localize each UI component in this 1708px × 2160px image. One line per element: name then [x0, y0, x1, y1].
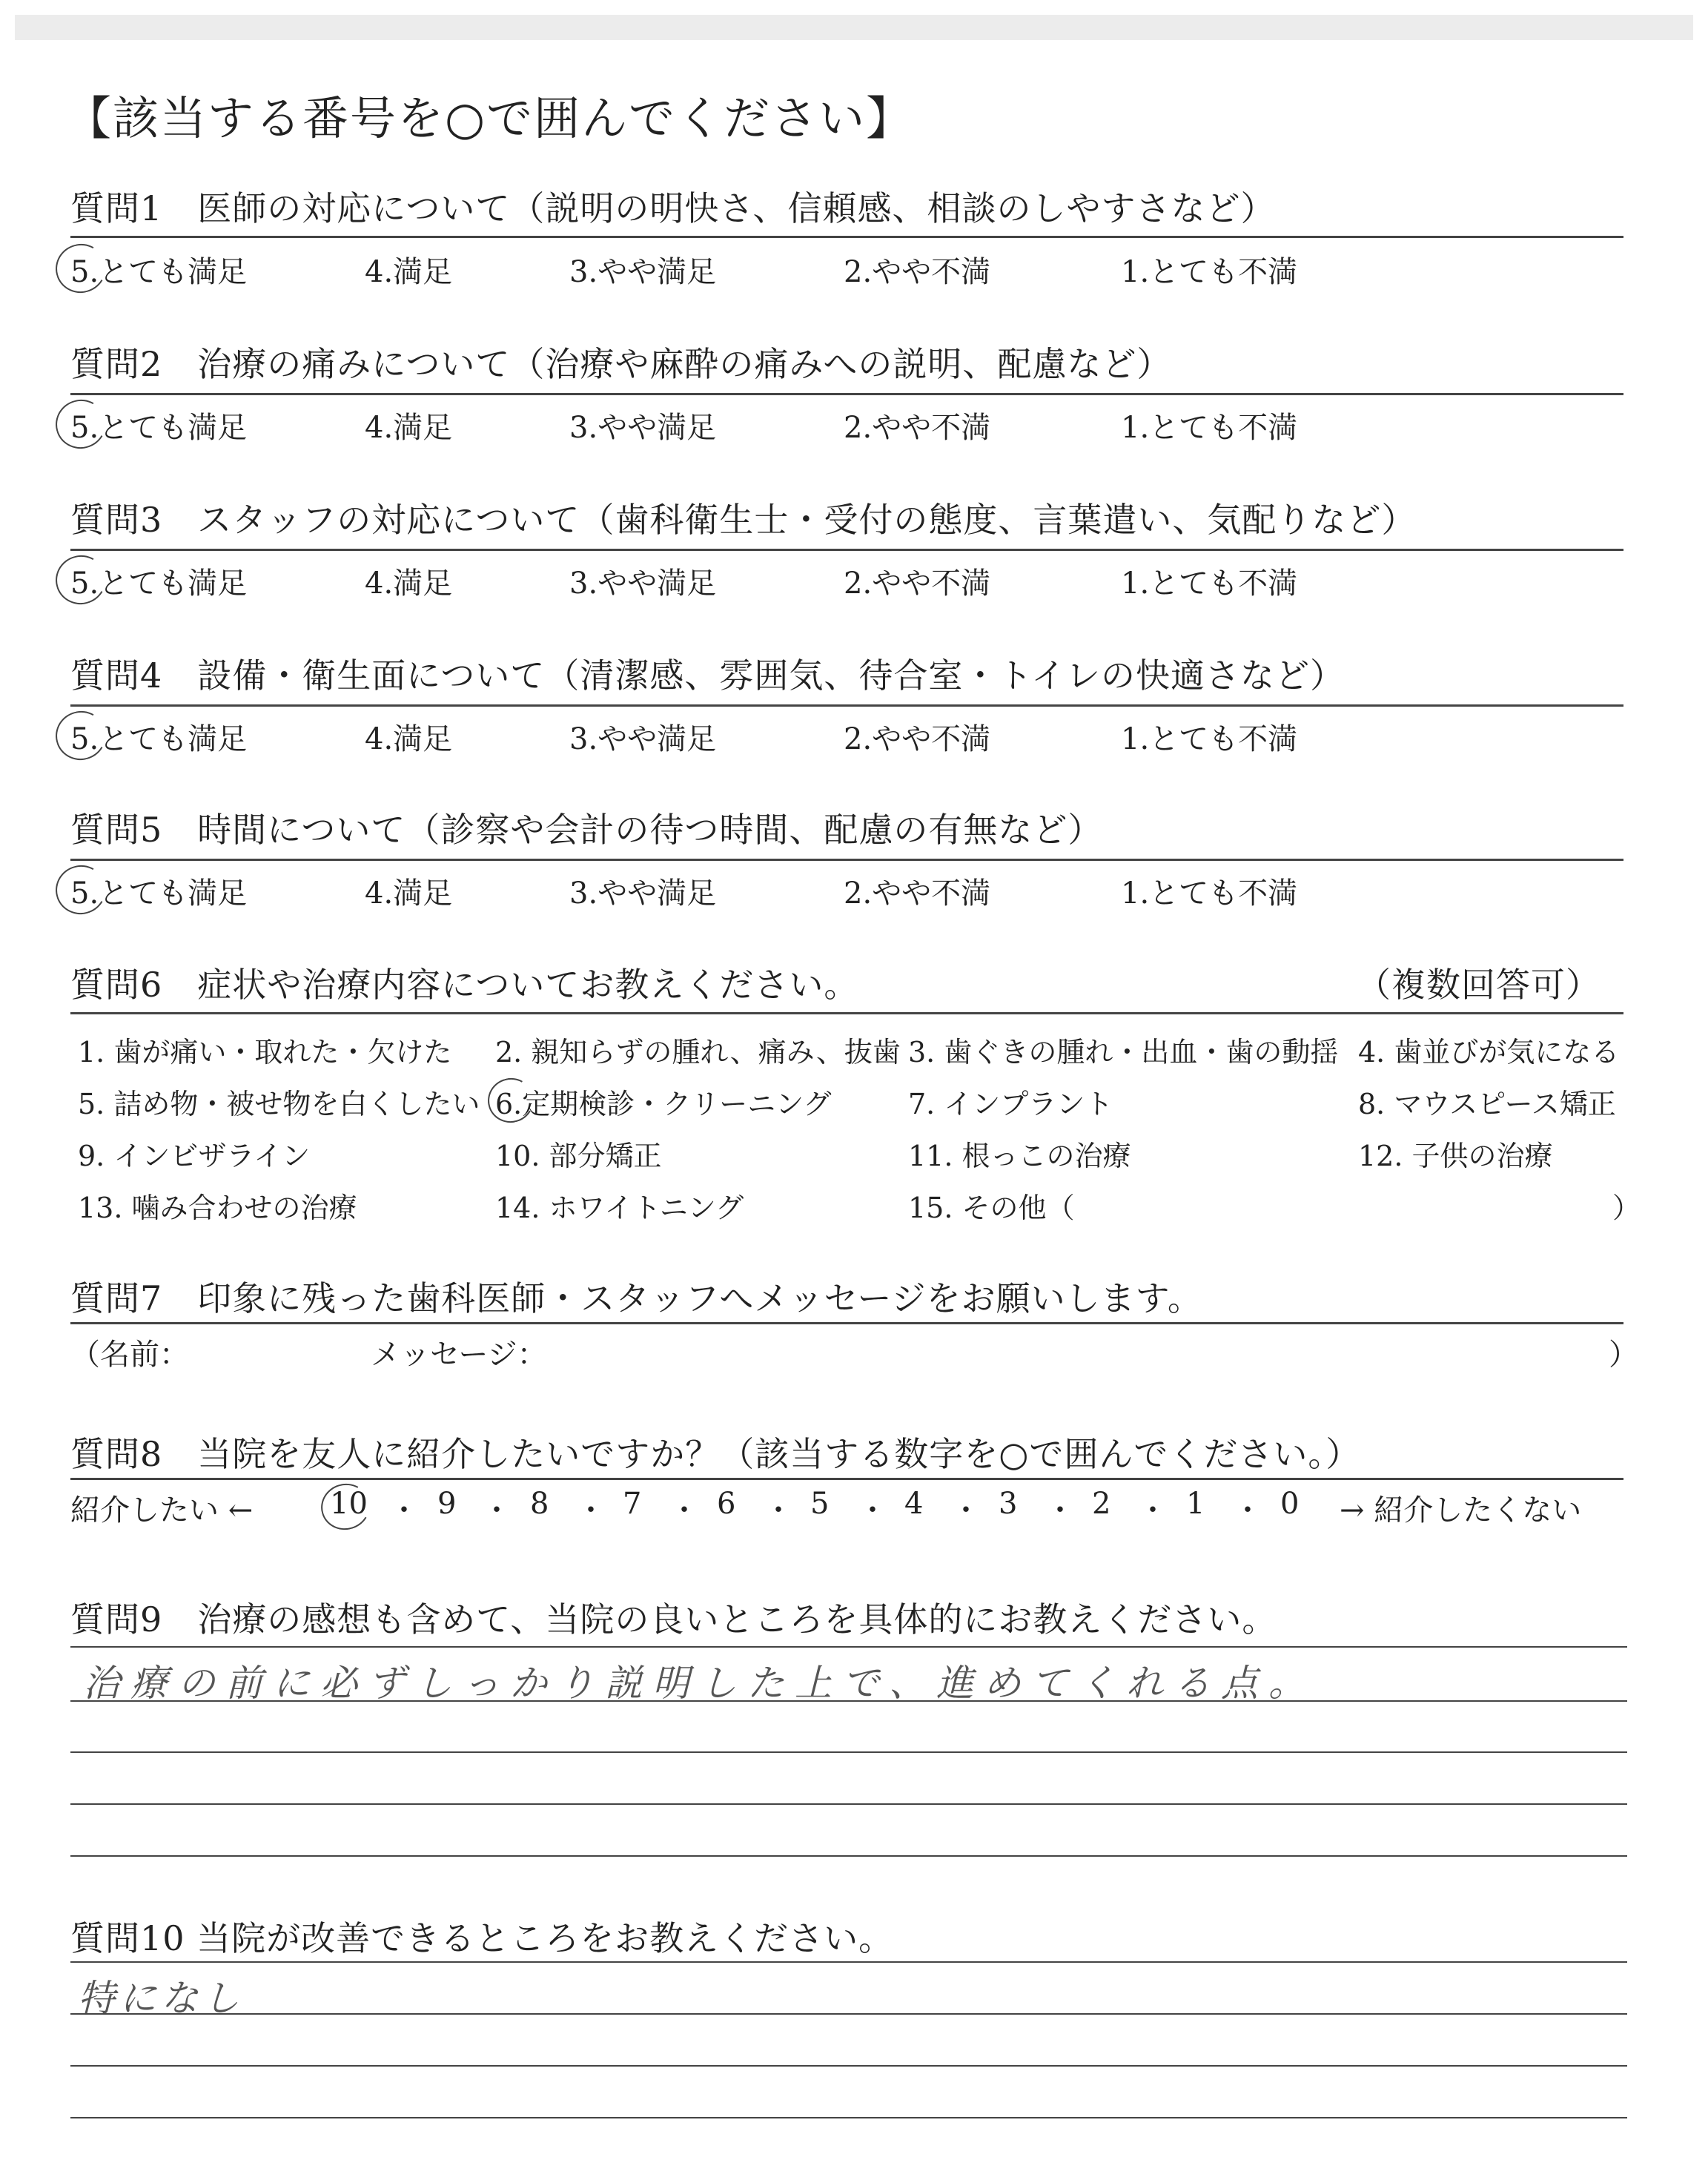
q8-left-label: 紹介したい ← [70, 1493, 254, 1527]
q8-value-8[interactable]: 8 [530, 1487, 549, 1521]
question-2-line [70, 393, 1623, 395]
q6-option-9[interactable]: 9. インビザライン [78, 1140, 311, 1172]
question-7-title: 質問7 印象に残った歯科医師・スタッフへメッセージをお願いします。 [70, 1278, 1202, 1318]
question-10-title: 質問10 当院が改善できるところをお教えください。 [70, 1918, 894, 1958]
q8-separator: ・ [482, 1493, 512, 1527]
q8-separator: ・ [858, 1493, 887, 1527]
q2-option-2[interactable]: 2.やや不満 [844, 411, 991, 445]
question-3-options [70, 560, 1627, 604]
question-6-line [70, 1012, 1623, 1014]
q9-answer-line [70, 1803, 1627, 1805]
q8-separator: ・ [951, 1493, 981, 1527]
q2-option-3[interactable]: 3.やや満足 [569, 411, 717, 445]
q3-option-3[interactable]: 3.やや満足 [569, 567, 717, 601]
q2-option-1[interactable]: 1.とても不満 [1121, 411, 1298, 445]
q8-right-label: → 紹介したくない [1340, 1493, 1582, 1527]
q2-option-5[interactable]: 5.とても満足 [70, 404, 247, 446]
q6-option-12[interactable]: 12. 子供の治療 [1358, 1140, 1553, 1172]
question-3-title: 質問3 スタッフの対応について（歯科衛生士・受付の態度、言葉遣い、気配りなど） [70, 500, 1417, 540]
q10-answer-line [70, 2065, 1627, 2067]
q4-option-2[interactable]: 2.やや不満 [844, 722, 991, 756]
question-5-line [70, 859, 1623, 861]
q9-answer-line [70, 1855, 1627, 1857]
q6-option-13[interactable]: 13. 噛み合わせの治療 [78, 1192, 357, 1224]
q6-option-5[interactable]: 5. 詰め物・被せ物を白くしたい [78, 1088, 480, 1120]
q6-option-15[interactable]: 15. その他（ [908, 1192, 1075, 1224]
q4-option-1[interactable]: 1.とても不満 [1121, 722, 1298, 756]
selection-circle [50, 549, 112, 610]
q5-option-5[interactable]: 5.とても満足 [70, 870, 247, 912]
q8-separator: ・ [669, 1493, 699, 1527]
scan-top-edge [15, 15, 1693, 40]
question-8-title: 質問8 当院を友人に紹介したいですか？（該当する数字を○で囲んでください。） [70, 1434, 1361, 1474]
q10-answer-line [70, 1961, 1627, 1963]
question-1-options [70, 248, 1627, 293]
q6-option-7[interactable]: 7. インプラント [908, 1088, 1113, 1120]
question-1-title: 質問1 医師の対応について（説明の明快さ、信頼感、相談のしやすさなど） [70, 188, 1276, 228]
q3-option-4[interactable]: 4.満足 [365, 567, 453, 601]
q8-separator: ・ [576, 1493, 606, 1527]
q10-handwritten-answer[interactable]: 特になし [78, 1977, 244, 2020]
q4-option-3[interactable]: 3.やや満足 [569, 722, 717, 756]
q3-option-5[interactable]: 5.とても満足 [70, 560, 247, 602]
q2-option-4[interactable]: 4.満足 [365, 411, 453, 445]
q6-option-14[interactable]: 14. ホワイトニング [495, 1192, 744, 1224]
q6-option-10[interactable]: 10. 部分矯正 [495, 1140, 662, 1172]
question-4-title: 質問4 設備・衛生面について（清潔感、雰囲気、待合室・トイレの快適さなど） [70, 655, 1345, 696]
q8-value-6[interactable]: 6 [717, 1487, 736, 1521]
question-2-options [70, 404, 1627, 449]
q1-option-2[interactable]: 2.やや不満 [844, 255, 991, 289]
selection-circle [50, 859, 112, 919]
q4-option-4[interactable]: 4.満足 [365, 722, 453, 756]
q8-separator: ・ [1045, 1493, 1075, 1527]
q4-option-5[interactable]: 5.とても満足 [70, 716, 247, 758]
question-6-title: 質問6 症状や治療内容についてお教えください。 [70, 965, 859, 1005]
q7-name-label: （名前： [70, 1338, 189, 1372]
q8-value-5[interactable]: 5 [810, 1487, 830, 1521]
q10-answer-line [70, 2013, 1627, 2015]
selection-circle [50, 394, 112, 454]
q9-handwritten-answer[interactable]: 治療の前に必ずしっかり説明した上で、進めてくれる点。 [83, 1662, 1316, 1705]
question-5-options [70, 870, 1627, 914]
selection-circle [50, 705, 112, 765]
question-4-options [70, 716, 1627, 760]
question-3-line [70, 549, 1623, 551]
q7-message-label: メッセージ： [371, 1338, 547, 1372]
q6-option-4[interactable]: 4. 歯並びが気になる [1358, 1036, 1620, 1069]
q9-answer-line [70, 1646, 1627, 1648]
q5-option-2[interactable]: 2.やや不満 [844, 876, 991, 911]
question-8-line [70, 1478, 1623, 1480]
question-7-line [70, 1322, 1623, 1324]
question-1-line [70, 236, 1623, 238]
q10-answer-line [70, 2117, 1627, 2118]
q1-option-3[interactable]: 3.やや満足 [569, 255, 717, 289]
question-6-note: （複数回答可） [1357, 965, 1601, 1005]
q6-option-1[interactable]: 1. 歯が痛い・取れた・欠けた [78, 1036, 452, 1069]
q3-option-2[interactable]: 2.やや不満 [844, 567, 991, 601]
q7-close-paren: ） [1609, 1338, 1638, 1372]
q6-other-close-paren: ） [1612, 1192, 1641, 1224]
q1-option-4[interactable]: 4.満足 [365, 255, 453, 289]
q6-option-8[interactable]: 8. マウスピース矯正 [1358, 1088, 1616, 1120]
question-2-title: 質問2 治療の痛みについて（治療や麻酔の痛みへの説明、配慮など） [70, 344, 1172, 384]
q8-value-3[interactable]: 3 [999, 1487, 1018, 1521]
question-5-title: 質問5 時間について（診察や会計の待つ時間、配慮の有無など） [70, 810, 1103, 850]
q8-value-2[interactable]: 2 [1092, 1487, 1111, 1521]
q8-value-7[interactable]: 7 [623, 1487, 642, 1521]
q8-value-9[interactable]: 9 [437, 1487, 457, 1521]
q5-option-3[interactable]: 3.やや満足 [569, 876, 717, 911]
q1-option-1[interactable]: 1.とても不満 [1121, 255, 1298, 289]
q9-answer-line [70, 1751, 1627, 1753]
q5-option-1[interactable]: 1.とても不満 [1121, 876, 1298, 911]
q8-value-0[interactable]: 0 [1280, 1487, 1300, 1521]
selection-circle [50, 238, 112, 298]
q8-value-4[interactable]: 4 [904, 1487, 924, 1521]
question-4-line [70, 704, 1623, 707]
question-9-title: 質問9 治療の感想も含めて、当院の良いところを具体的にお教えください。 [70, 1599, 1277, 1639]
q8-separator: ・ [1138, 1493, 1168, 1527]
page-title: 【該当する番号を○で囲んでください】 [65, 91, 914, 145]
q3-option-1[interactable]: 1.とても不満 [1121, 567, 1298, 601]
q1-option-5[interactable]: 5.とても満足 [70, 248, 247, 291]
q6-option-2[interactable]: 2. 親知らずの腫れ、痛み、抜歯 [495, 1036, 901, 1069]
q8-separator: ・ [764, 1493, 793, 1527]
q8-separator: ・ [389, 1493, 419, 1527]
q6-option-3[interactable]: 3. 歯ぐきの腫れ・出血・歯の動揺 [908, 1036, 1339, 1069]
q9-answer-line [70, 1700, 1627, 1702]
q5-option-4[interactable]: 4.満足 [365, 876, 453, 911]
q8-value-1[interactable]: 1 [1186, 1487, 1205, 1521]
q6-option-6[interactable]: 6.定期検診・クリーニング [495, 1081, 832, 1122]
q6-option-11[interactable]: 11. 根っこの治療 [908, 1140, 1131, 1172]
q8-separator: ・ [1233, 1493, 1262, 1527]
q8-value-10[interactable]: 10 [330, 1487, 368, 1521]
